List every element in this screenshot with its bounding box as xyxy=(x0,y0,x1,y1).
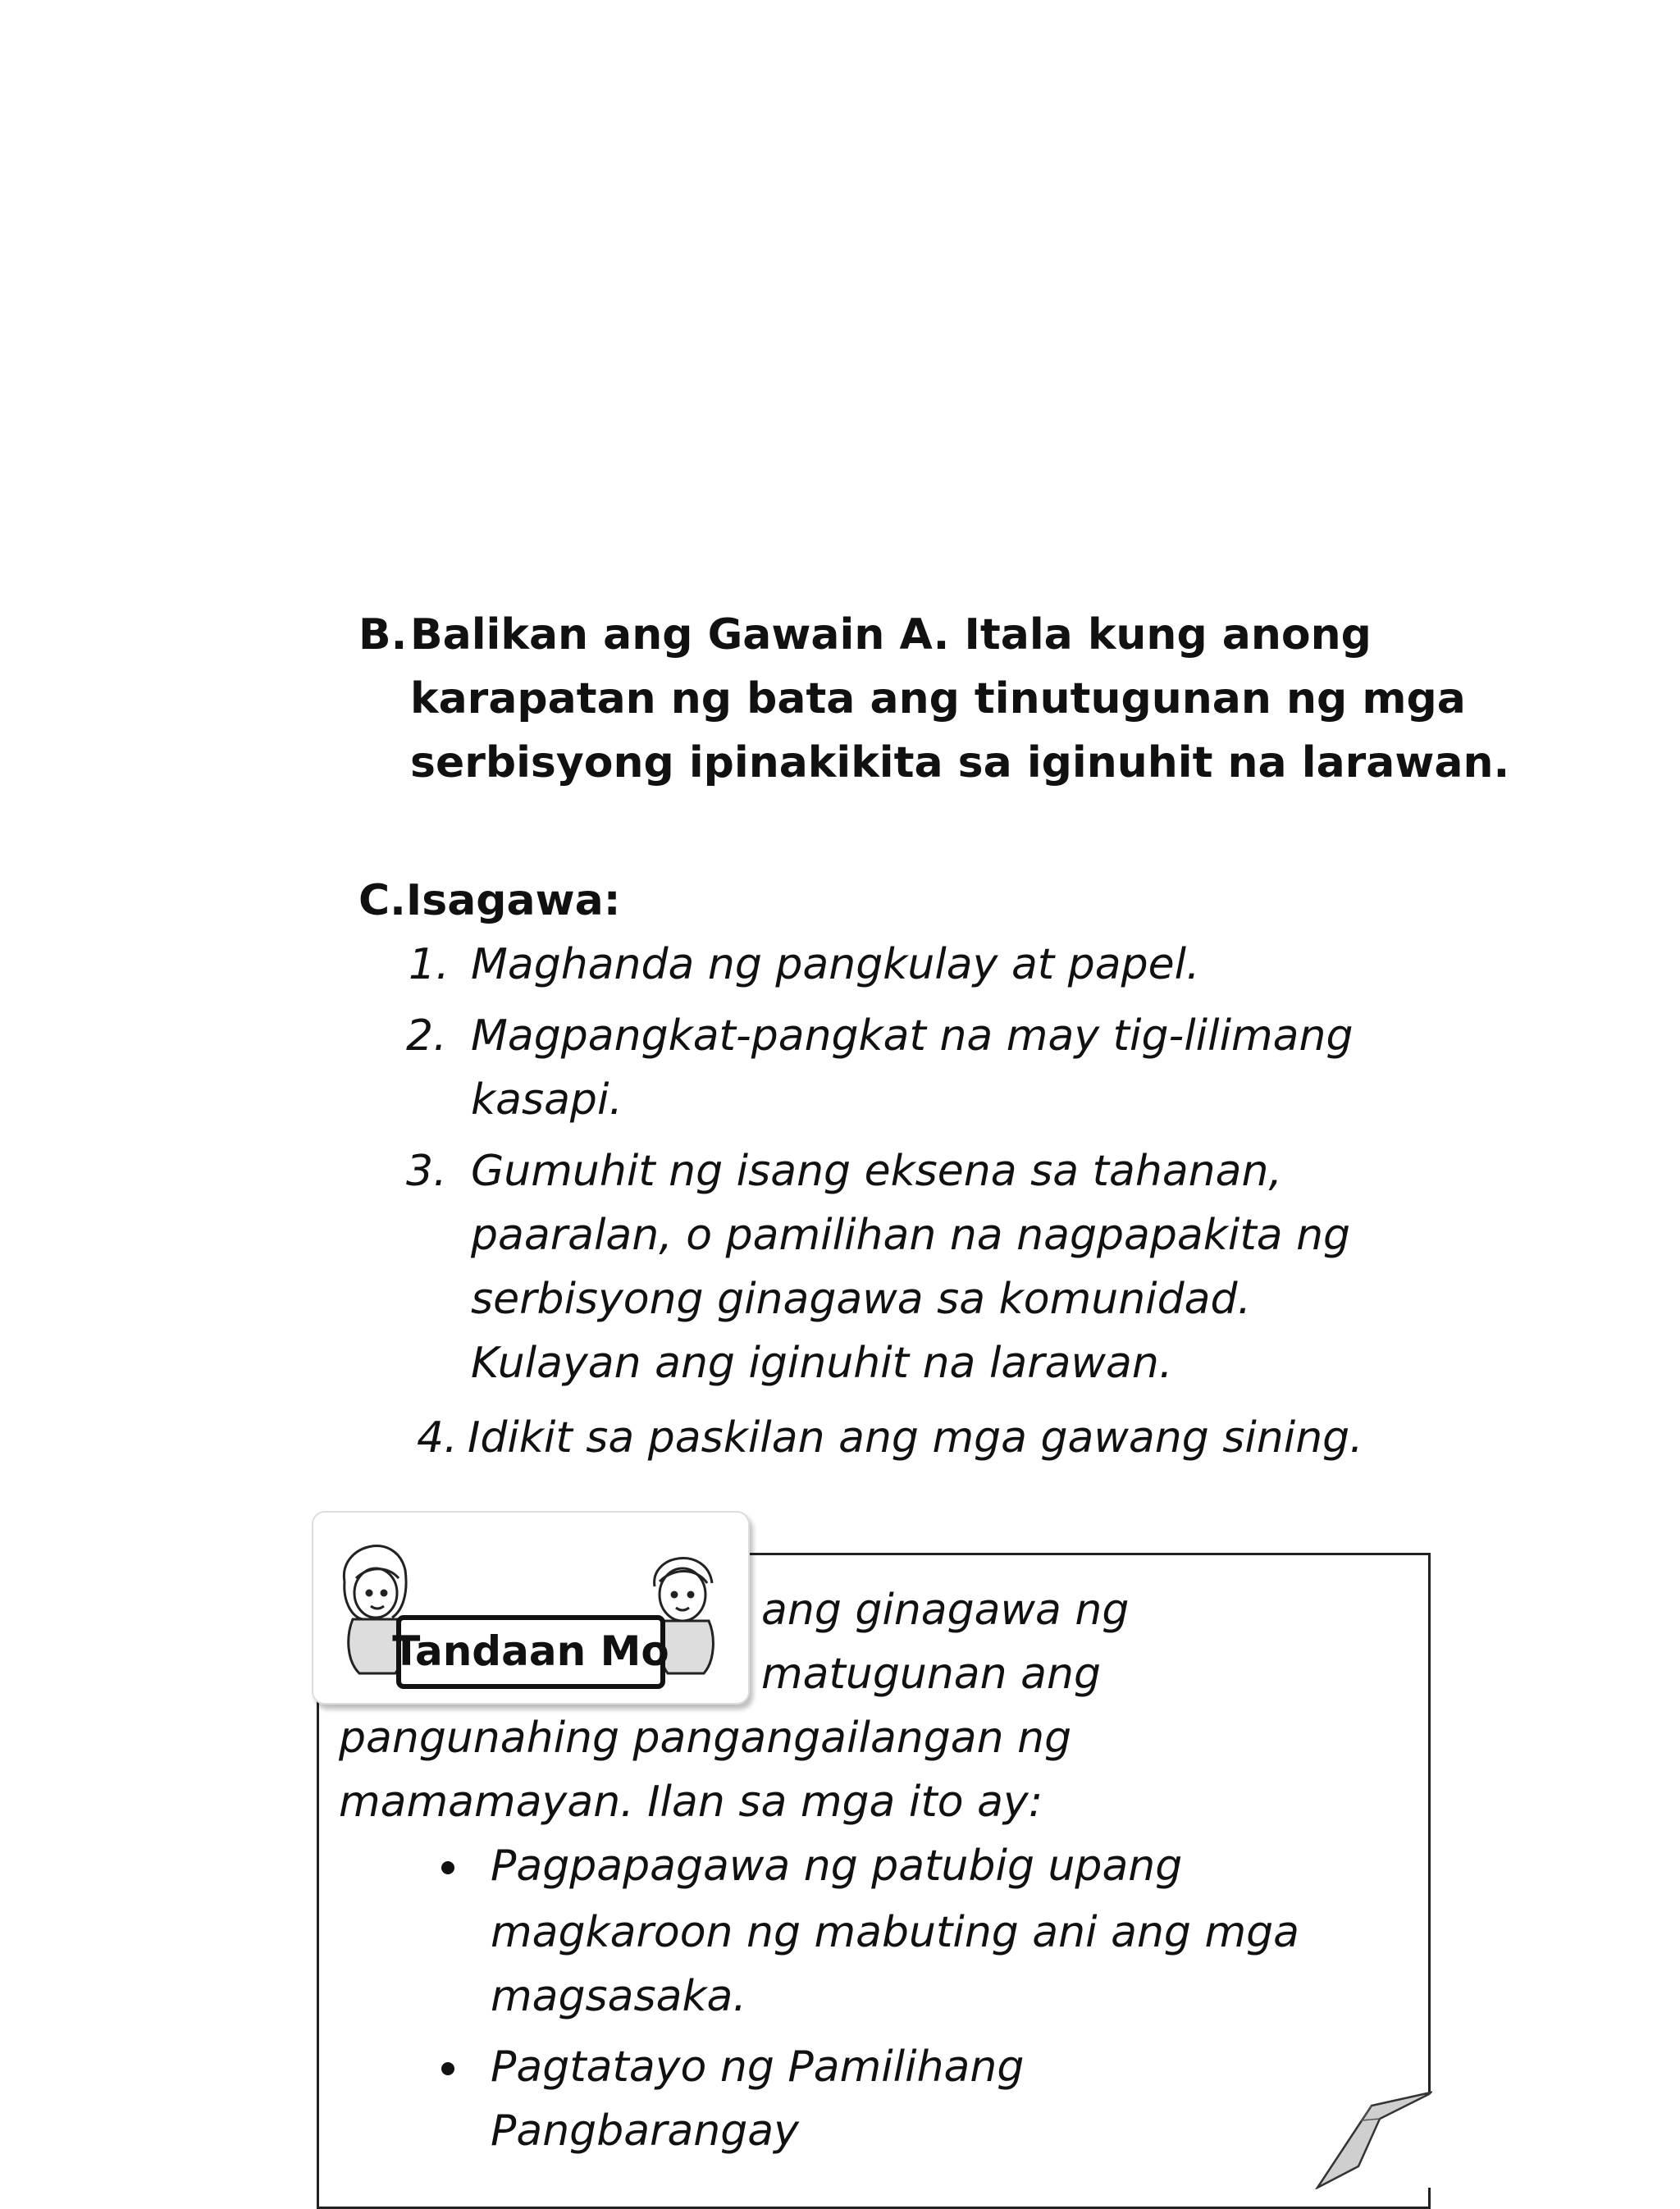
item-3-line-3: serbisyong ginagawa sa komunidad. xyxy=(471,1275,1252,1324)
section-b-label: B. xyxy=(358,610,408,660)
section-c-title: C.Isagawa: xyxy=(358,876,621,925)
page-curl-icon xyxy=(1301,2091,1432,2189)
bullet-1-line-3: magsasaka. xyxy=(491,1972,746,2021)
item-3-line-1: Gumuhit ng isang eksena sa tahanan, xyxy=(471,1147,1282,1196)
bullet-1-line-2: magkaroon ng mabuting ani ang mga xyxy=(491,1908,1299,1957)
bullet-2 xyxy=(441,2062,454,2075)
tandaan-partial-line-2: matugunan ang xyxy=(761,1650,1101,1699)
section-b-line-1: Balikan ang Gawain A. Itala kung anong xyxy=(410,610,1372,660)
item-1-line-1: Maghanda ng pangkulay at papel. xyxy=(471,940,1200,989)
item-2-number: 2. xyxy=(406,1011,447,1061)
bullet-1-line-1: Pagpapagawa ng patubig upang xyxy=(491,1842,1183,1891)
section-b-line-2: karapatan ng bata ang tinutugunan ng mga xyxy=(410,674,1466,723)
section-b-line-3: serbisyong ipinakikita sa iginuhit na larawan. xyxy=(410,738,1510,787)
tandaan-mo-badge xyxy=(312,1511,750,1705)
item-4-line-1: Idikit sa paskilan ang mga gawang sining. xyxy=(468,1413,1363,1463)
bullet-2-line-2: Pangbarangay xyxy=(491,2106,799,2156)
item-3-number: 3. xyxy=(406,1147,447,1196)
tandaan-line-1: pangunahing pangangailangan ng xyxy=(339,1714,1072,1763)
item-3-line-2: paaralan, o pamilihan na nagpapakita ng xyxy=(471,1211,1351,1260)
bullet-1 xyxy=(441,1861,454,1874)
badge-title: Tandaan Mo xyxy=(392,1627,669,1675)
item-2-line-2: kasapi. xyxy=(471,1075,623,1125)
bullet-2-line-1: Pagtatayo ng Pamilihang xyxy=(491,2042,1025,2092)
item-1-number: 1. xyxy=(409,940,450,989)
item-4-number: 4. xyxy=(417,1413,458,1463)
tandaan-partial-line-1: ang ginagawa ng xyxy=(761,1586,1130,1635)
item-3-line-4: Kulayan ang iginuhit na larawan. xyxy=(471,1339,1173,1388)
tandaan-line-2: mamamayan. Ilan sa mga ito ay: xyxy=(339,1778,1043,1827)
item-2-line-1: Magpangkat-pangkat na may tig-lilimang xyxy=(471,1011,1354,1061)
